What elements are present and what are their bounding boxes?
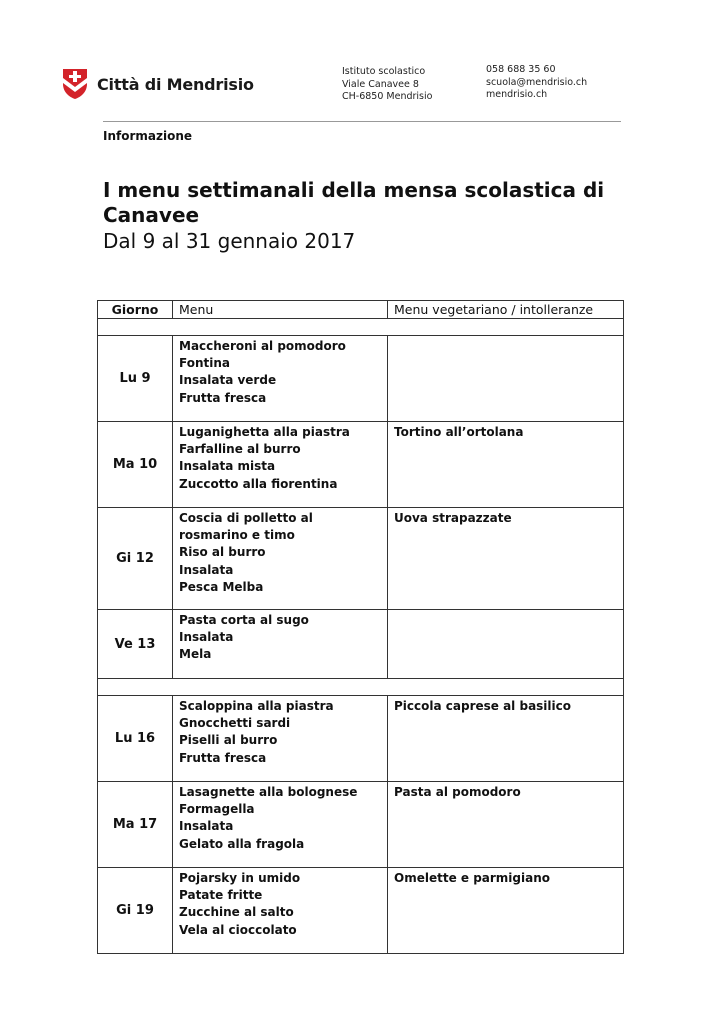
menu-cell (173, 782, 388, 868)
column-header-menu: Menu (173, 301, 388, 319)
menu-dish: Insalata (179, 562, 234, 577)
table-row (98, 422, 624, 508)
header-divider (103, 121, 621, 122)
city-name: Città di Mendrisio (97, 74, 254, 94)
veg-cell: Piccola caprese al basilico (388, 696, 624, 782)
menu-dish: Lasagnette alla bolognese (179, 785, 358, 799)
table-row (98, 868, 624, 954)
table-row (98, 782, 624, 868)
menu-dish: Riso al burro (179, 545, 266, 560)
menu-dish: Maccheroni al pomodoro (179, 339, 346, 353)
address-line: CH-6850 Mendrisio (342, 91, 433, 102)
day-cell: Ma 10 (98, 422, 173, 508)
contact-info (486, 64, 587, 102)
school-address (342, 66, 432, 104)
veg-cell: Pasta al pomodoro (388, 782, 624, 868)
menu-cell (173, 868, 388, 954)
city-shield-icon (62, 68, 88, 100)
table-row (98, 508, 624, 610)
day-cell: Lu 9 (98, 336, 173, 422)
table-header-row (98, 301, 624, 319)
table-row (98, 696, 624, 782)
menu-dish: Fontina (179, 356, 230, 371)
menu-dish: Pasta corta al sugo (179, 613, 309, 627)
table-row (98, 336, 624, 422)
menu-dish: Frutta fresca (179, 390, 267, 405)
menu-dish: Zuccotto alla fiorentina (179, 476, 338, 491)
menu-dish: Insalata verde (179, 373, 277, 388)
week-separator-cell (98, 319, 624, 336)
menu-dish: Frutta fresca (179, 750, 267, 765)
menu-dish: Farfalline al burro (179, 442, 301, 457)
menu-cell (173, 696, 388, 782)
address-line: Viale Canavee 8 (342, 78, 419, 90)
menu-dish: Pojarsky in umido (179, 871, 301, 885)
veg-cell (388, 610, 624, 679)
veg-cell (388, 336, 624, 422)
document-title: I menu settimanali della mensa scolastica di Canavee (103, 178, 605, 227)
email-address: scuola@mendrisio.ch (486, 76, 588, 88)
menu-cell (173, 422, 388, 508)
menu-dish: Pesca Melba (179, 579, 264, 594)
veg-cell: Omelette e parmigiano (388, 868, 624, 954)
menu-dish: Mela (179, 647, 212, 662)
week-separator-row (98, 679, 624, 696)
day-cell: Ve 13 (98, 610, 173, 679)
menu-dish: Luganighetta alla piastra (179, 425, 350, 439)
menu-dish: Patate fritte (179, 888, 263, 903)
week-separator-cell (98, 679, 624, 696)
veg-cell: Tortino all’ortolana (388, 422, 624, 508)
column-header-veg: Menu vegetariano / intolleranze (388, 301, 624, 319)
city-logo (62, 68, 254, 100)
phone-number: 058 688 35 60 (486, 64, 556, 75)
veg-cell: Uova strapazzate (388, 508, 624, 610)
menu-dish: Insalata (179, 630, 234, 645)
week-separator-row (98, 319, 624, 336)
document-subtitle: Dal 9 al 31 gennaio 2017 (103, 229, 356, 253)
day-cell: Lu 16 (98, 696, 173, 782)
address-line: Istituto scolastico (342, 66, 426, 77)
section-label: Informazione (103, 129, 193, 143)
menu-dish: Coscia di polletto al rosmarino e timo (179, 511, 313, 543)
day-cell: Gi 12 (98, 508, 173, 610)
column-header-day: Giorno (98, 301, 173, 319)
menu-cell (173, 610, 388, 679)
menu-dish: Insalata mista (179, 459, 276, 474)
menu-dish: Formagella (179, 802, 255, 817)
menu-dish: Insalata (179, 819, 234, 834)
menu-dish: Zucchine al salto (179, 905, 294, 920)
menu-dish: Gnocchetti sardi (179, 716, 291, 731)
menu-table (97, 300, 624, 954)
menu-dish: Piselli al burro (179, 733, 278, 748)
menu-cell (173, 336, 388, 422)
menu-dish: Vela al cioccolato (179, 922, 297, 937)
menu-cell (173, 508, 388, 610)
table-row (98, 610, 624, 679)
day-cell: Gi 19 (98, 868, 173, 954)
menu-dish: Scaloppina alla piastra (179, 699, 334, 713)
day-cell: Ma 17 (98, 782, 173, 868)
menu-dish: Gelato alla fragola (179, 836, 305, 851)
website: mendrisio.ch (486, 89, 548, 100)
